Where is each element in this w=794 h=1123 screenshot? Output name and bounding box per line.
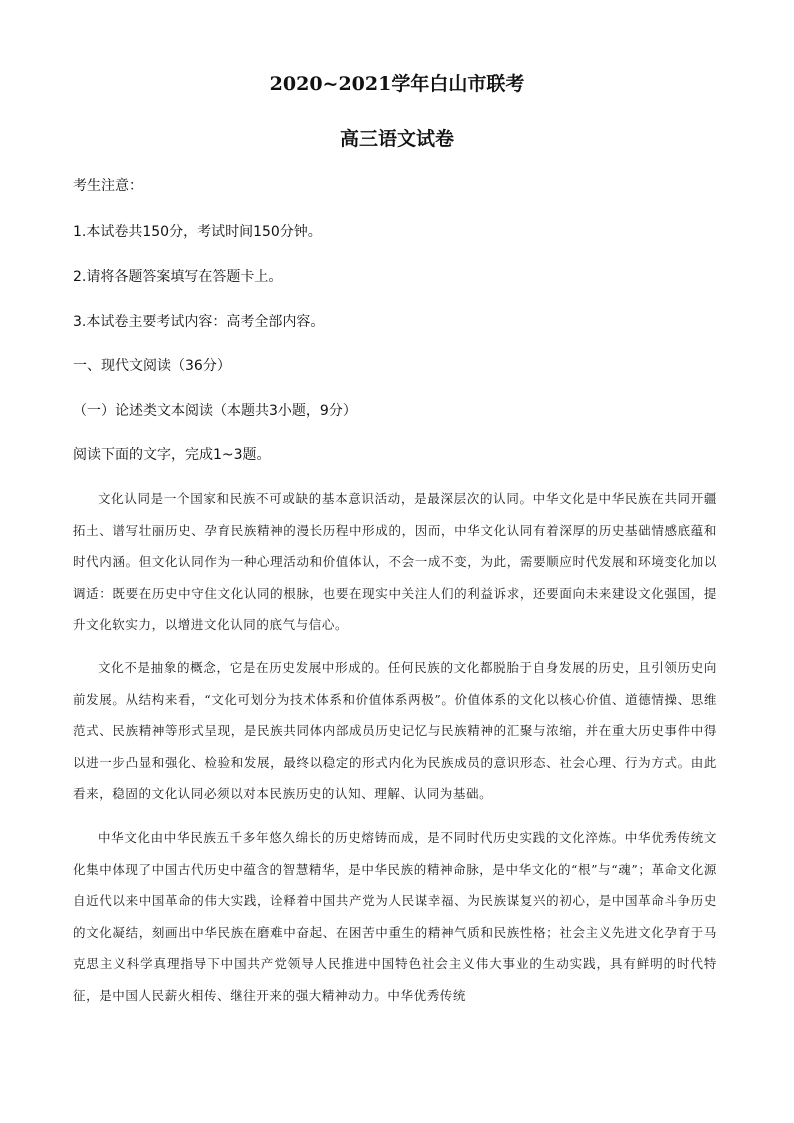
exam-title: 2020~2021学年白山市联考 xyxy=(269,73,525,95)
passage-paragraph: 文化不是抽象的概念，它是在历史发展中形成的。任何民族的文化都脱胎于自身发展的历史，且引领历史向前发展。从结构来看，“文化可划分为技术体系和价值体系两极”。价值体系的文化以核心价值、道德情操、思维范式、民族精神等形式呈现，是民族共同体内部成员历史记忆与民族精神的汇聚与浓缩，并在重大历史事件中得以进一步凸显和强化、检验和发展，最终以稳定的形式内化为民族成员的意识形态、社会心理、行为方式。由此看来，稳固的文化认同必须以对本民族历史的认知、理解、认同为基础。 xyxy=(73,660,717,801)
passage-paragraph: 中华文化由中华民族五千多年悠久绵长的历史熔铸而成，是不同时代历史实践的文化淬炼。中华优秀传统文化集中体现了中国古代历史中蕴含的智慧精华，是中华民族的精神命脉，是中华文化的“根”与“魂”；革命文化源自近代以来中国革命的伟大实践，诠释着中国共产党为人民谋幸福、为民族谋复兴的初心，是中国革命斗争历史的文化凝结，刻画出中华民族在磨难中奋起、在困苦中重生的精神气质和民族性格；社会主义先进文化孕育于马克思主义科学真理指导下中国共产党领导人民推进中国特色社会主义伟大事业的生动实践，具有鲜明的时代特征，是中国人民薪火相传、继往开来的强大精神动力。中华优秀传统 xyxy=(73,830,717,1003)
section-heading: 一、现代文阅读（36分） xyxy=(73,358,231,374)
passage-paragraph: 文化认同是一个国家和民族不可或缺的基本意识活动，是最深层次的认同。中华文化是中华民族在共同开疆拓土、谱写壮丽历史、孕育民族精神的漫长历程中形成的，因而，中华文化认同有着深厚的历史基础情感底蕴和时代内涵。但文化认同作为一种心理活动和价值体认，不会一成不变，为此，需要顺应时代发展和环境变化加以调适：既要在历史中守住文化认同的根脉，也要在现实中关注人们的利益诉求，还要面向未来建设文化强国，提升文化软实力，以增进文化认同的底气与信心。 xyxy=(73,491,717,632)
reading-instruction: 阅读下面的文字，完成1~3题。 xyxy=(73,447,271,463)
notes-heading: 考生注意： xyxy=(73,178,143,194)
subsection-heading: （一）论述类文本阅读（本题共3小题，9分） xyxy=(73,403,357,419)
note-item: 3.本试卷主要考试内容：高考全部内容。 xyxy=(73,314,325,330)
note-item: 1.本试卷共150分，考试时间150分钟。 xyxy=(73,224,322,240)
note-item: 2.请将各题答案填写在答题卡上。 xyxy=(73,269,283,285)
exam-subtitle: 高三语文试卷 xyxy=(339,128,454,150)
